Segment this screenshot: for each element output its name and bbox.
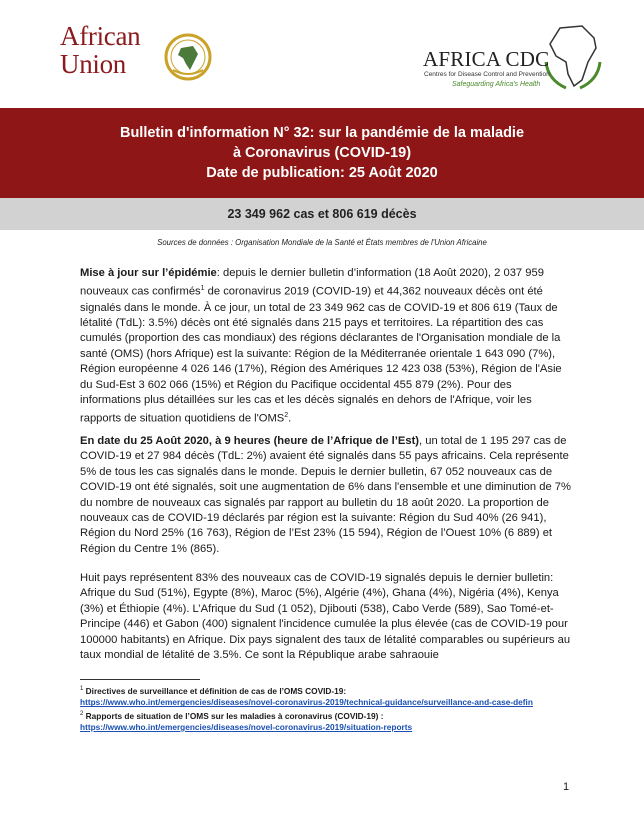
bulletin-title: Bulletin d'information N° 32: sur la pandémie de la maladie: [119, 125, 525, 141]
paragraph-text: , un total de 1 195 297 cas de COVID-19 et 27 984 décès (TdL: 2%) avaient été signalés dans 55 pays africains. Cela représente 5% de tous les cas signalés dans le monde. Depuis le dernier bulletin, 67 052 nouveaux cas de COVID-19 ont été signalés, soit une augmentation de 6% dans l'ensemble et une diminution de 7% du nombre de nouveaux cas signalés par rapport au bulletin du 18 août 2020. La proportion de nouveaux cas de COVID-19 déclarés par région est la suivante: Région du Sud 40% (26 941), Région du Nord 25% (16 763), Région de l’Est 23% (15 594), Région de l’Ouest 10% (6 889) et Région du Centre 1% (865).: [80, 435, 571, 555]
paragraph-lead: En date du 25 Août 2020, à 9 heures (heure de l’Afrique de l’Est): [80, 435, 420, 447]
footnote-ref-2[interactable]: 2: [284, 412, 289, 420]
paragraph-text: Huit pays représentent 83% des nouveaux cas de COVID-19 signalés depuis le dernier bulletin: Afrique du Sud (51%), Egypte (8%), Maroc (5%), Algérie (4%), Ghana (4%), Nigéria (4%), Kenya (3%) et Éthiopie (4%). L’Afrique du Sud (1 052), Djibouti (538), Cabo Verde (589), Sao Tomé-et-Principe (446) et Gabon (400) signalent l'incidence cumulée la plus élevée (cas de COVID-19 pour 100000 habitants) en Afrique. Dix pays signalent des taux de létalité comparables ou supérieurs au taux mondial de létalité de 3.5%. Ce sont la République arabe sahraouie: [80, 572, 571, 662]
footnote-divider: [80, 679, 200, 680]
publication-date: Date de publication: 25 Août 2020: [206, 165, 438, 181]
africa-cdc-logo: [418, 22, 608, 92]
footnote-title: Rapports de situation de l’OMS sur les maladies à coronavirus (COVID-19) :: [83, 710, 384, 721]
footnote-ref-1[interactable]: 1: [200, 285, 205, 293]
au-line-2: Union: [60, 49, 127, 79]
footnote-number: 1: [80, 686, 84, 692]
african-union-logo: [60, 22, 220, 82]
african-union-emblem-icon: [163, 32, 213, 82]
au-line-1: African: [60, 21, 141, 51]
title-banner: [0, 108, 644, 198]
footnote-1: [80, 684, 573, 709]
footnote-title: Directives de surveillance et définition de cas de l’OMS COVID-19:: [83, 685, 347, 696]
africa-cdc-tagline: Safeguarding Africa's Health: [452, 81, 541, 88]
paragraph-text: .: [288, 413, 292, 426]
footnote-number: 2: [80, 710, 84, 717]
data-sources-note: Sources de données : Organisation Mondiale de la Santé et États membres de l'Union Africaine: [157, 238, 487, 247]
paragraph-lead: Mise à jour sur l’épidémie: [80, 267, 217, 279]
paragraph-text: de coronavirus 2019 (COVID-19) et 44,362 nouveaux décès ont été signalés dans le monde. À ce jour, un total de 23 349 962 cas de COVID-19 et 806 619 (Taux de létalité (TdL): 3.5%) décès ont été signalés dans 215 pays et territoires. La répartition des cas cumulés (proportion des cas mondiaux) des régions déclarantes de l'Organisation mondiale de la santé (OMS) (hors Afrique) est la suivante: Région de la Méditerranée orientale 1 643 090 (7%), Région européenne 4 026 146 (17%), Région des Amériques 12 423 038 (53%), Région de l'Asie du Sud-Est 3 602 066 (15%) et Région du Pacifique occidental 455 879 (2%). Pour des informations plus détaillées sur les cas et les décès signalés en dehors de l'Afrique, voir les rapports de situation quotidiens de l'OMS: [80, 286, 562, 426]
summary-band: [0, 198, 644, 230]
africa-cdc-subtitle: Centres for Disease Control and Prevention: [424, 71, 550, 78]
footnote-link[interactable]: https://www.who.int/emergencies/diseases/novel-coronavirus-2019/situation-reports: [80, 722, 413, 733]
bulletin-subtitle: à Coronavirus (COVID-19): [232, 145, 412, 161]
footnote-link[interactable]: https://www.who.int/emergencies/diseases/novel-coronavirus-2019/technical-guidance/surveillance-and-case-defin: [80, 697, 533, 708]
paragraph-africa-status: [80, 434, 573, 557]
paragraph-text: : depuis le dernier bulletin d’information (18 Août 2020), 2 037 959 nouveaux cas confirmés: [80, 267, 544, 299]
paragraph-epidemic-update: [80, 266, 573, 428]
footnotes: [80, 684, 573, 734]
page-number: 1: [563, 781, 570, 793]
africa-cdc-title: AFRICA CDC: [423, 47, 550, 71]
african-union-wordmark: [60, 22, 140, 78]
paragraph-top-countries: [80, 571, 573, 663]
summary-totals: 23 349 962 cas et 806 619 décès: [227, 207, 417, 221]
footnote-2: [80, 709, 573, 734]
